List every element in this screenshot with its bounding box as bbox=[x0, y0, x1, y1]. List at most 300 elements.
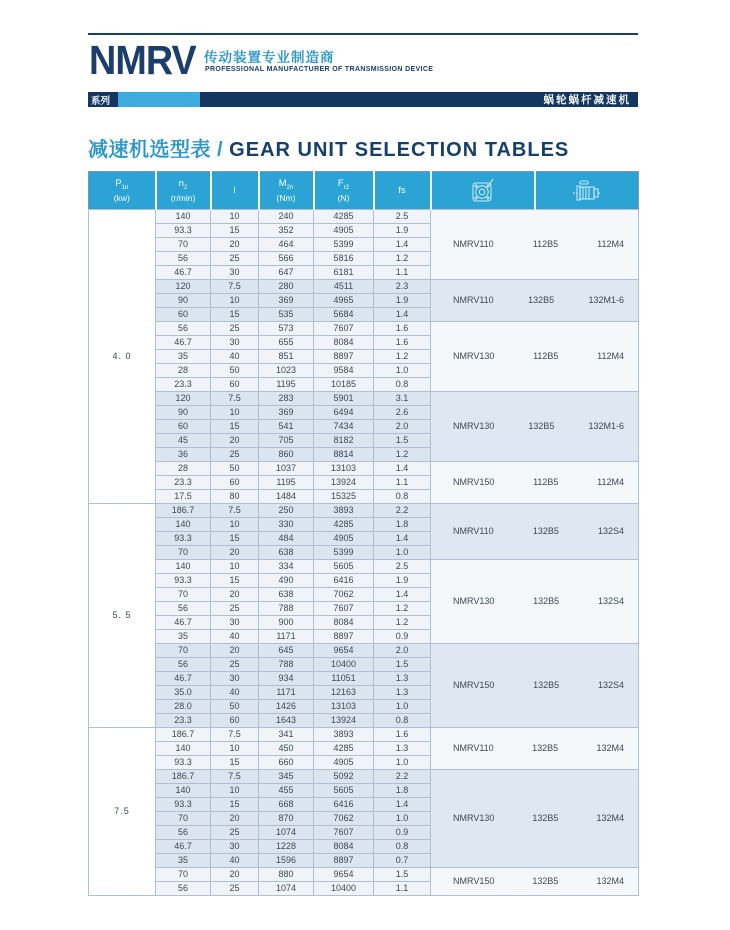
radial-load-cell: 5605 bbox=[314, 784, 374, 798]
radial-load-cell: 5901 bbox=[314, 392, 374, 406]
n2-cell: 56 bbox=[156, 252, 211, 266]
gearbox-model: NMRV130 bbox=[453, 596, 495, 606]
service-factor-cell: 2.2 bbox=[374, 770, 431, 784]
torque-cell: 484 bbox=[259, 532, 314, 546]
service-factor-cell: 1.3 bbox=[374, 686, 431, 700]
ratio-cell: 60 bbox=[211, 714, 259, 728]
n2-cell: 93.3 bbox=[156, 532, 211, 546]
torque-cell: 464 bbox=[259, 238, 314, 252]
radial-load-cell: 9654 bbox=[314, 644, 374, 658]
ratio-cell: 40 bbox=[211, 630, 259, 644]
flange-size: 112B5 bbox=[533, 351, 559, 361]
ratio-cell: 15 bbox=[211, 798, 259, 812]
motor-icon bbox=[571, 178, 603, 204]
service-factor-cell: 1.6 bbox=[374, 336, 431, 350]
n2-cell: 35 bbox=[156, 350, 211, 364]
service-factor-cell: 0.9 bbox=[374, 630, 431, 644]
unit-combination-cell bbox=[431, 280, 639, 322]
ratio-cell: 50 bbox=[211, 462, 259, 476]
power-cell: 5. 5 bbox=[89, 504, 156, 728]
radial-load-cell: 8084 bbox=[314, 840, 374, 854]
gearbox-model: NMRV110 bbox=[453, 295, 494, 305]
gearbox-model: NMRV150 bbox=[453, 477, 495, 487]
torque-cell: 330 bbox=[259, 518, 314, 532]
torque-cell: 1195 bbox=[259, 378, 314, 392]
table-row bbox=[89, 392, 639, 406]
gearbox-model: NMRV110 bbox=[453, 526, 494, 536]
flange-size: 132B5 bbox=[528, 295, 555, 305]
ratio-cell: 25 bbox=[211, 658, 259, 672]
radial-load-cell: 6416 bbox=[314, 798, 374, 812]
n2-cell: 186.7 bbox=[156, 728, 211, 742]
torque-cell: 880 bbox=[259, 868, 314, 882]
ratio-cell: 7.5 bbox=[211, 280, 259, 294]
col-header-i: i bbox=[211, 172, 259, 210]
table-row bbox=[89, 504, 639, 518]
n2-cell: 70 bbox=[156, 812, 211, 826]
radial-load-cell: 7062 bbox=[314, 588, 374, 602]
torque-cell: 369 bbox=[259, 294, 314, 308]
service-factor-cell: 0.8 bbox=[374, 490, 431, 504]
torque-cell: 900 bbox=[259, 616, 314, 630]
ratio-cell: 25 bbox=[211, 322, 259, 336]
n2-cell: 140 bbox=[156, 784, 211, 798]
radial-load-cell: 4285 bbox=[314, 518, 374, 532]
brand-tagline-cn: 传动装置专业制造商 bbox=[204, 50, 335, 65]
torque-cell: 655 bbox=[259, 336, 314, 350]
page-title bbox=[88, 133, 569, 162]
n2-cell: 70 bbox=[156, 588, 211, 602]
n2-cell: 36 bbox=[156, 448, 211, 462]
n2-cell: 70 bbox=[156, 238, 211, 252]
torque-cell: 341 bbox=[259, 728, 314, 742]
radial-load-cell: 12163 bbox=[314, 686, 374, 700]
ratio-cell: 10 bbox=[211, 294, 259, 308]
gearbox-model: NMRV110 bbox=[453, 239, 494, 249]
radial-load-cell: 5399 bbox=[314, 546, 374, 560]
service-factor-cell: 1.4 bbox=[374, 798, 431, 812]
motor-size: 132S4 bbox=[597, 680, 624, 690]
n2-cell: 46.7 bbox=[156, 266, 211, 280]
motor-size: 112M4 bbox=[597, 351, 624, 361]
service-factor-cell: 1.0 bbox=[374, 546, 431, 560]
col-header-m2n: $M_{2n}$ (Nm) bbox=[259, 172, 314, 210]
motor-size: 132M4 bbox=[596, 743, 624, 753]
n2-cell: 35 bbox=[156, 854, 211, 868]
series-label: 系列 bbox=[88, 92, 118, 107]
ratio-cell: 15 bbox=[211, 224, 259, 238]
service-factor-cell: 3.1 bbox=[374, 392, 431, 406]
torque-cell: 1228 bbox=[259, 840, 314, 854]
gearbox-model: NMRV150 bbox=[453, 680, 495, 690]
flange-size: 132B5 bbox=[532, 526, 559, 536]
torque-cell: 1484 bbox=[259, 490, 314, 504]
service-factor-cell: 1.0 bbox=[374, 700, 431, 714]
torque-cell: 638 bbox=[259, 546, 314, 560]
n2-cell: 93.3 bbox=[156, 574, 211, 588]
service-factor-cell: 1.4 bbox=[374, 462, 431, 476]
unit-combination-cell bbox=[431, 504, 639, 560]
ratio-cell: 10 bbox=[211, 518, 259, 532]
radial-load-cell: 6181 bbox=[314, 266, 374, 280]
brand-tagline-en: PROFESSIONAL MANUFACTURER OF TRANSMISSION DEVICE bbox=[205, 66, 434, 73]
flange-size: 132B5 bbox=[528, 421, 555, 431]
col-header-p1n: $P_{1n}$ (kw) bbox=[89, 172, 156, 210]
torque-cell: 1037 bbox=[259, 462, 314, 476]
n2-cell: 60 bbox=[156, 308, 211, 322]
n2-cell: 28 bbox=[156, 462, 211, 476]
page-title-en: GEAR UNIT SELECTION TABLES bbox=[229, 139, 570, 161]
service-factor-cell: 1.2 bbox=[374, 350, 431, 364]
radial-load-cell: 8084 bbox=[314, 336, 374, 350]
ratio-cell: 20 bbox=[211, 434, 259, 448]
torque-cell: 573 bbox=[259, 322, 314, 336]
ratio-cell: 20 bbox=[211, 546, 259, 560]
radial-load-cell: 3893 bbox=[314, 728, 374, 742]
torque-cell: 1171 bbox=[259, 686, 314, 700]
service-factor-cell: 1.1 bbox=[374, 266, 431, 280]
ratio-cell: 30 bbox=[211, 840, 259, 854]
flange-size: 132B5 bbox=[532, 743, 559, 753]
n2-cell: 93.3 bbox=[156, 756, 211, 770]
n2-cell: 140 bbox=[156, 518, 211, 532]
torque-cell: 788 bbox=[259, 658, 314, 672]
service-factor-cell: 0.7 bbox=[374, 854, 431, 868]
n2-cell: 28 bbox=[156, 364, 211, 378]
n2-cell: 35.0 bbox=[156, 686, 211, 700]
n2-cell: 46.7 bbox=[156, 840, 211, 854]
torque-cell: 705 bbox=[259, 434, 314, 448]
radial-load-cell: 9654 bbox=[314, 868, 374, 882]
service-factor-cell: 1.8 bbox=[374, 784, 431, 798]
service-factor-cell: 1.1 bbox=[374, 476, 431, 490]
torque-cell: 535 bbox=[259, 308, 314, 322]
torque-cell: 450 bbox=[259, 742, 314, 756]
n2-cell: 140 bbox=[156, 742, 211, 756]
ratio-cell: 7.5 bbox=[211, 504, 259, 518]
ratio-cell: 25 bbox=[211, 252, 259, 266]
radial-load-cell: 8897 bbox=[314, 630, 374, 644]
gearbox-model: NMRV130 bbox=[453, 351, 495, 361]
n2-cell: 93.3 bbox=[156, 798, 211, 812]
table-row bbox=[89, 280, 639, 294]
radial-load-cell: 4965 bbox=[314, 294, 374, 308]
radial-load-cell: 7607 bbox=[314, 602, 374, 616]
service-factor-cell: 1.1 bbox=[374, 882, 431, 896]
ratio-cell: 40 bbox=[211, 686, 259, 700]
service-factor-cell: 1.6 bbox=[374, 322, 431, 336]
torque-cell: 934 bbox=[259, 672, 314, 686]
gear-selection-table bbox=[88, 171, 639, 896]
n2-cell: 56 bbox=[156, 826, 211, 840]
service-factor-cell: 1.2 bbox=[374, 252, 431, 266]
torque-cell: 1643 bbox=[259, 714, 314, 728]
n2-cell: 70 bbox=[156, 868, 211, 882]
service-factor-cell: 1.3 bbox=[374, 672, 431, 686]
series-bar bbox=[88, 92, 638, 107]
n2-cell: 23.3 bbox=[156, 476, 211, 490]
n2-cell: 17.5 bbox=[156, 490, 211, 504]
gearbox-model: NMRV130 bbox=[453, 813, 495, 823]
radial-load-cell: 4285 bbox=[314, 210, 374, 224]
radial-load-cell: 11051 bbox=[314, 672, 374, 686]
ratio-cell: 60 bbox=[211, 476, 259, 490]
table-row bbox=[89, 868, 639, 882]
ratio-cell: 50 bbox=[211, 364, 259, 378]
torque-cell: 1074 bbox=[259, 826, 314, 840]
page-title-cn: 减速机选型表 / bbox=[88, 139, 230, 161]
gearbox-model: NMRV110 bbox=[453, 743, 494, 753]
top-divider bbox=[88, 33, 638, 35]
torque-cell: 1171 bbox=[259, 630, 314, 644]
torque-cell: 1023 bbox=[259, 364, 314, 378]
power-cell: 4. 0 bbox=[89, 210, 156, 504]
torque-cell: 369 bbox=[259, 406, 314, 420]
flange-size: 132B5 bbox=[533, 680, 560, 690]
n2-cell: 28.0 bbox=[156, 700, 211, 714]
radial-load-cell: 8897 bbox=[314, 350, 374, 364]
ratio-cell: 15 bbox=[211, 756, 259, 770]
radial-load-cell: 7434 bbox=[314, 420, 374, 434]
motor-size: 132S4 bbox=[597, 526, 624, 536]
radial-load-cell: 9584 bbox=[314, 364, 374, 378]
service-factor-cell: 2.6 bbox=[374, 406, 431, 420]
radial-load-cell: 13924 bbox=[314, 476, 374, 490]
radial-load-cell: 10400 bbox=[314, 658, 374, 672]
service-factor-cell: 1.5 bbox=[374, 658, 431, 672]
service-factor-cell: 0.8 bbox=[374, 840, 431, 854]
ratio-cell: 25 bbox=[211, 602, 259, 616]
ratio-cell: 30 bbox=[211, 336, 259, 350]
ratio-cell: 20 bbox=[211, 812, 259, 826]
service-factor-cell: 1.9 bbox=[374, 224, 431, 238]
ratio-cell: 25 bbox=[211, 882, 259, 896]
flange-size: 112B5 bbox=[532, 239, 559, 249]
col-header-motor bbox=[535, 172, 639, 210]
ratio-cell: 80 bbox=[211, 490, 259, 504]
torque-cell: 352 bbox=[259, 224, 314, 238]
unit-combination-cell bbox=[431, 210, 639, 280]
n2-cell: 23.3 bbox=[156, 714, 211, 728]
col-header-gearbox bbox=[431, 172, 535, 210]
table-body bbox=[89, 210, 639, 896]
motor-size: 112M4 bbox=[597, 477, 624, 487]
ratio-cell: 60 bbox=[211, 378, 259, 392]
gearbox-model: NMRV150 bbox=[453, 876, 495, 886]
torque-cell: 645 bbox=[259, 644, 314, 658]
torque-cell: 851 bbox=[259, 350, 314, 364]
torque-cell: 788 bbox=[259, 602, 314, 616]
torque-cell: 1596 bbox=[259, 854, 314, 868]
gearbox-model: NMRV130 bbox=[453, 421, 495, 431]
ratio-cell: 10 bbox=[211, 406, 259, 420]
unit-combination-cell bbox=[431, 392, 639, 462]
n2-cell: 186.7 bbox=[156, 504, 211, 518]
motor-size: 132M4 bbox=[596, 876, 624, 886]
n2-cell: 93.3 bbox=[156, 224, 211, 238]
ratio-cell: 20 bbox=[211, 868, 259, 882]
radial-load-cell: 15325 bbox=[314, 490, 374, 504]
service-factor-cell: 1.4 bbox=[374, 588, 431, 602]
torque-cell: 280 bbox=[259, 280, 314, 294]
n2-cell: 56 bbox=[156, 602, 211, 616]
table-row bbox=[89, 644, 639, 658]
torque-cell: 870 bbox=[259, 812, 314, 826]
service-factor-cell: 1.6 bbox=[374, 728, 431, 742]
service-factor-cell: 1.9 bbox=[374, 294, 431, 308]
radial-load-cell: 4285 bbox=[314, 742, 374, 756]
unit-combination-cell bbox=[431, 560, 639, 644]
service-factor-cell: 2.0 bbox=[374, 420, 431, 434]
n2-cell: 45 bbox=[156, 434, 211, 448]
torque-cell: 250 bbox=[259, 504, 314, 518]
radial-load-cell: 7607 bbox=[314, 826, 374, 840]
torque-cell: 647 bbox=[259, 266, 314, 280]
torque-cell: 668 bbox=[259, 798, 314, 812]
ratio-cell: 50 bbox=[211, 700, 259, 714]
radial-load-cell: 5399 bbox=[314, 238, 374, 252]
ratio-cell: 30 bbox=[211, 672, 259, 686]
service-factor-cell: 1.5 bbox=[374, 868, 431, 882]
col-header-fr2: $F_{r2}$ (N) bbox=[314, 172, 374, 210]
torque-cell: 240 bbox=[259, 210, 314, 224]
motor-size: 132M1-6 bbox=[588, 421, 624, 431]
n2-cell: 56 bbox=[156, 658, 211, 672]
n2-cell: 140 bbox=[156, 560, 211, 574]
torque-cell: 455 bbox=[259, 784, 314, 798]
product-label: 蜗轮蜗杆减速机 bbox=[200, 92, 638, 107]
series-bar-accent bbox=[118, 92, 200, 107]
table-row bbox=[89, 322, 639, 336]
unit-combination-cell bbox=[431, 770, 639, 868]
ratio-cell: 15 bbox=[211, 532, 259, 546]
radial-load-cell: 3893 bbox=[314, 504, 374, 518]
torque-cell: 860 bbox=[259, 448, 314, 462]
radial-load-cell: 6416 bbox=[314, 574, 374, 588]
flange-size: 132B5 bbox=[532, 813, 559, 823]
torque-cell: 345 bbox=[259, 770, 314, 784]
torque-cell: 283 bbox=[259, 392, 314, 406]
n2-cell: 46.7 bbox=[156, 616, 211, 630]
ratio-cell: 15 bbox=[211, 574, 259, 588]
ratio-cell: 20 bbox=[211, 588, 259, 602]
table-row bbox=[89, 770, 639, 784]
radial-load-cell: 5092 bbox=[314, 770, 374, 784]
flange-size: 132B5 bbox=[532, 876, 559, 886]
unit-combination-cell bbox=[431, 868, 639, 896]
radial-load-cell: 8084 bbox=[314, 616, 374, 630]
ratio-cell: 7.5 bbox=[211, 392, 259, 406]
table-row bbox=[89, 210, 639, 224]
flange-size: 112B5 bbox=[533, 477, 559, 487]
ratio-cell: 10 bbox=[211, 210, 259, 224]
ratio-cell: 25 bbox=[211, 826, 259, 840]
service-factor-cell: 2.0 bbox=[374, 644, 431, 658]
radial-load-cell: 7062 bbox=[314, 812, 374, 826]
power-cell: 7.5 bbox=[89, 728, 156, 896]
radial-load-cell: 4905 bbox=[314, 224, 374, 238]
ratio-cell: 20 bbox=[211, 644, 259, 658]
ratio-cell: 30 bbox=[211, 616, 259, 630]
torque-cell: 1074 bbox=[259, 882, 314, 896]
n2-cell: 70 bbox=[156, 546, 211, 560]
col-header-n2: $n_2$ (r/min) bbox=[156, 172, 211, 210]
motor-size: 132S4 bbox=[597, 596, 624, 606]
n2-cell: 46.7 bbox=[156, 336, 211, 350]
service-factor-cell: 1.4 bbox=[374, 238, 431, 252]
unit-combination-cell bbox=[431, 644, 639, 728]
gear-unit-icon bbox=[470, 178, 496, 204]
motor-size: 132M4 bbox=[596, 813, 624, 823]
service-factor-cell: 2.5 bbox=[374, 210, 431, 224]
radial-load-cell: 5816 bbox=[314, 252, 374, 266]
motor-size: 132M1-6 bbox=[588, 295, 624, 305]
n2-cell: 56 bbox=[156, 322, 211, 336]
ratio-cell: 40 bbox=[211, 350, 259, 364]
table-row bbox=[89, 728, 639, 742]
service-factor-cell: 0.9 bbox=[374, 826, 431, 840]
ratio-cell: 20 bbox=[211, 238, 259, 252]
torque-cell: 660 bbox=[259, 756, 314, 770]
n2-cell: 90 bbox=[156, 294, 211, 308]
table-row bbox=[89, 560, 639, 574]
radial-load-cell: 4511 bbox=[314, 280, 374, 294]
torque-cell: 566 bbox=[259, 252, 314, 266]
service-factor-cell: 1.8 bbox=[374, 518, 431, 532]
unit-combination-cell bbox=[431, 322, 639, 392]
n2-cell: 186.7 bbox=[156, 770, 211, 784]
col-header-fs: fs bbox=[374, 172, 431, 210]
n2-cell: 140 bbox=[156, 210, 211, 224]
n2-cell: 56 bbox=[156, 882, 211, 896]
service-factor-cell: 1.0 bbox=[374, 756, 431, 770]
n2-cell: 120 bbox=[156, 280, 211, 294]
service-factor-cell: 1.2 bbox=[374, 616, 431, 630]
service-factor-cell: 0.8 bbox=[374, 378, 431, 392]
ratio-cell: 30 bbox=[211, 266, 259, 280]
service-factor-cell: 0.8 bbox=[374, 714, 431, 728]
torque-cell: 1195 bbox=[259, 476, 314, 490]
n2-cell: 90 bbox=[156, 406, 211, 420]
ratio-cell: 15 bbox=[211, 420, 259, 434]
torque-cell: 541 bbox=[259, 420, 314, 434]
n2-cell: 23.3 bbox=[156, 378, 211, 392]
radial-load-cell: 8182 bbox=[314, 434, 374, 448]
header-row bbox=[89, 172, 639, 210]
n2-cell: 70 bbox=[156, 644, 211, 658]
service-factor-cell: 1.2 bbox=[374, 602, 431, 616]
radial-load-cell: 8814 bbox=[314, 448, 374, 462]
service-factor-cell: 2.5 bbox=[374, 560, 431, 574]
radial-load-cell: 5684 bbox=[314, 308, 374, 322]
ratio-cell: 25 bbox=[211, 448, 259, 462]
n2-cell: 46.7 bbox=[156, 672, 211, 686]
unit-combination-cell bbox=[431, 728, 639, 770]
ratio-cell: 7.5 bbox=[211, 728, 259, 742]
service-factor-cell: 2.2 bbox=[374, 504, 431, 518]
radial-load-cell: 4905 bbox=[314, 532, 374, 546]
torque-cell: 1426 bbox=[259, 700, 314, 714]
radial-load-cell: 10185 bbox=[314, 378, 374, 392]
service-factor-cell: 2.3 bbox=[374, 280, 431, 294]
ratio-cell: 7.5 bbox=[211, 770, 259, 784]
radial-load-cell: 13103 bbox=[314, 462, 374, 476]
service-factor-cell: 1.3 bbox=[374, 742, 431, 756]
service-factor-cell: 1.0 bbox=[374, 364, 431, 378]
service-factor-cell: 1.0 bbox=[374, 812, 431, 826]
ratio-cell: 15 bbox=[211, 308, 259, 322]
ratio-cell: 40 bbox=[211, 854, 259, 868]
